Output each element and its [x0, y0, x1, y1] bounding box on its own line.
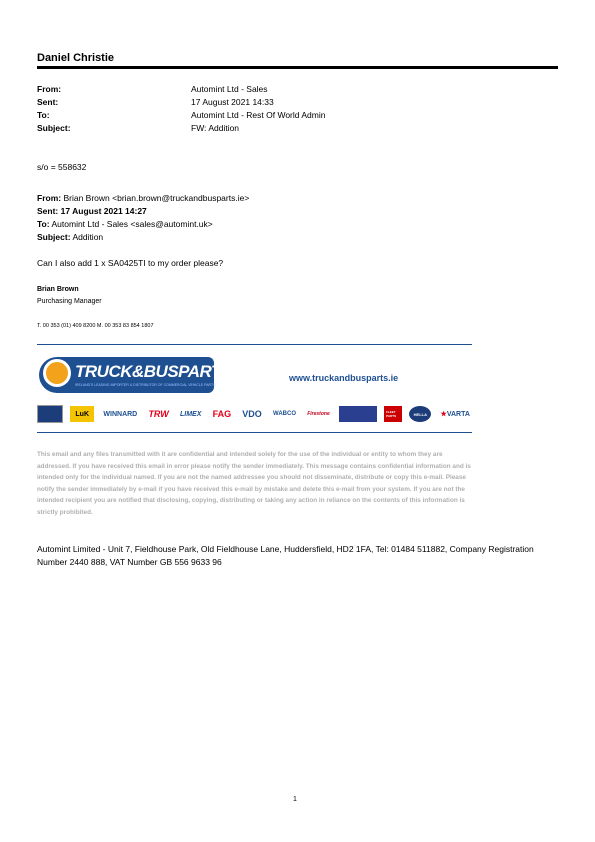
sent-label: Sent:: [37, 97, 59, 107]
signature-phones: T. 00 353 (01) 409 8200 M. 00 353 83 854 1807: [37, 323, 154, 329]
fwd-from-label: From:: [37, 193, 62, 203]
brand-logos-row: [37, 403, 472, 425]
sent-value: 17 August 2021 14:33: [191, 97, 274, 107]
disclaimer-text: This email and any files transmitted with it are confidential and intended solely for the use of the individual or entity to whom they are addressed. If you have received this email in error please notify the sender immediately. This message contains confidential information and is intended only for the individual named. If you are not the named addressee you should not disseminate, distribute or copy this e-mail. Please notify the sender immediately by e-mail if you have received this e-mail by mistake and delete this e-mail from your system. If you are not the intended recipient you are notified that disclosing, copying, distributing or taking any action in reliance on the contents of this information is strictly prohibited.: [37, 451, 471, 516]
fwd-sent-line: [37, 206, 147, 216]
brand-logo-wabco: WABCO: [273, 411, 297, 417]
fwd-subject-value: Addition: [72, 232, 104, 242]
varta-star-icon: ★: [440, 411, 447, 418]
fwd-subject-line: [37, 232, 103, 242]
from-label: From:: [37, 84, 62, 94]
fwd-to-label: To:: [37, 219, 50, 229]
company-banner: [37, 344, 472, 433]
brand-logo-limex: LIMEX: [179, 410, 202, 418]
page-number: 1: [293, 796, 297, 803]
brand-logo-luk: LuK: [70, 406, 94, 422]
company-footer: Automint Limited - Unit 7, Fieldhouse Park, Old Fieldhouse Lane, Huddersfield, HD2 1FA, Tel: 01484 511882, Company Registration Number 2440 888, VAT Number GB 556 9633 96: [37, 544, 534, 567]
message-body: Can I also add 1 x SA0425TI to my order please?: [37, 258, 224, 268]
subject-value: FW: Addition: [191, 123, 240, 133]
signature-name: Brian Brown: [37, 286, 79, 293]
sales-order-line: s/o = 558632: [37, 162, 87, 172]
fwd-sent-label: Sent:: [37, 206, 59, 216]
logo-tagline: IRELAND'S LEADING IMPORTER & DISTRIBUTOR OF COMMERCIAL VEHICLE PARTS: [75, 383, 216, 387]
brand-logo-varta: [439, 406, 472, 422]
brand-logo-dark-icon: [339, 406, 377, 422]
brand-logo-winnard: WINNARD: [103, 410, 138, 418]
brand-logo-trw: TRW: [148, 409, 169, 419]
fwd-subject-label: Subject:: [37, 232, 71, 242]
brand-logo-hella: HELLA: [409, 406, 431, 422]
brand-logo-vdo: VDO: [242, 409, 262, 419]
sender-name: Daniel Christie: [37, 52, 115, 64]
truck-and-bus-parts-logo: [39, 357, 232, 393]
brand-logo-blue-icon: [37, 405, 63, 423]
fwd-to-line: [37, 219, 213, 229]
header-rule: [37, 66, 558, 69]
brand-logo-fleetparts: FLEET PARTS: [384, 406, 402, 422]
brand-logo-firestone: Firestone: [307, 411, 330, 417]
fwd-from-line: [37, 193, 249, 203]
brand-logo-fag: FAG: [212, 409, 232, 419]
gear-logo-icon: [43, 359, 71, 387]
fwd-from-value[interactable]: Brian Brown <brian.brown@truckandbusparts.ie>: [63, 193, 250, 203]
from-value: Automint Ltd - Sales: [191, 84, 268, 94]
subject-label: Subject:: [37, 123, 71, 133]
banner-url[interactable]: www.truckandbusparts.ie: [289, 373, 399, 383]
fwd-to-value[interactable]: Automint Ltd - Sales <sales@automint.uk>: [51, 219, 213, 229]
to-value: Automint Ltd - Rest Of World Admin: [191, 110, 326, 120]
logo-text: TRUCK&BUSPARTS: [75, 362, 232, 381]
to-label: To:: [37, 110, 50, 120]
fwd-sent-value: 17 August 2021 14:27: [60, 206, 147, 216]
varta-text: VARTA: [446, 410, 470, 418]
signature-title: Purchasing Manager: [37, 298, 102, 305]
